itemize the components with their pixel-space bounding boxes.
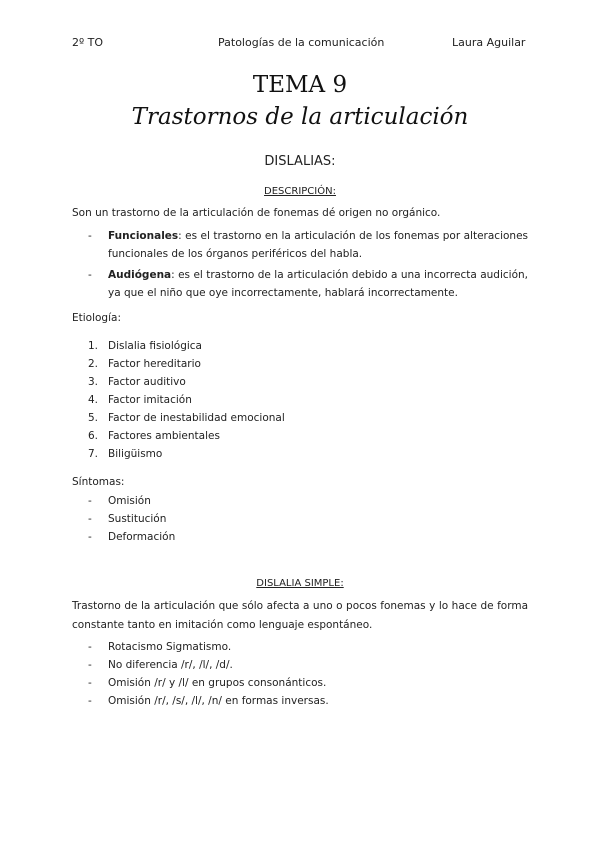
list-item <box>88 445 528 463</box>
term-funcionales: Funcionales <box>108 230 179 242</box>
dash-marker: - <box>88 269 92 281</box>
list-number: 1. <box>88 340 99 352</box>
list-item <box>88 373 528 391</box>
list-item-text: Omisión <box>108 495 151 507</box>
label-sintomas: Síntomas: <box>72 476 125 488</box>
list-number: 3. <box>88 376 99 388</box>
list-item-text: Rotacismo Sigmatismo. <box>108 641 232 653</box>
list-number: 4. <box>88 394 99 406</box>
list-item-text: Sustitución <box>108 513 167 525</box>
list-item <box>88 337 528 355</box>
list-item-text: Factores ambientales <box>108 430 220 442</box>
list-item-text: Factor de inestabilidad emocional <box>108 412 285 424</box>
header-author: Laura Aguilar <box>452 36 526 49</box>
list-item <box>88 528 528 546</box>
list-item-text: Factor hereditario <box>108 358 201 370</box>
dash-marker: - <box>88 695 92 707</box>
list-number: 7. <box>88 448 99 460</box>
list-item <box>88 227 528 263</box>
list-item-text: Biligüismo <box>108 448 163 460</box>
list-item <box>88 638 528 656</box>
list-item <box>88 427 528 445</box>
label-etiologia: Etiología: <box>72 312 121 324</box>
list-item <box>88 355 528 373</box>
header-course: 2º TO <box>72 36 104 49</box>
list-item-text: Omisión /r/, /s/, /l/, /n/ en formas inversas. <box>108 695 329 707</box>
list-number: 6. <box>88 430 99 442</box>
list-item-text: Omisión /r/ y /l/ en grupos consonánticos. <box>108 677 327 689</box>
dash-marker: - <box>88 659 92 671</box>
list-number: 5. <box>88 412 99 424</box>
page-subtitle: Trastornos de la articulación <box>131 104 469 130</box>
section-heading-dislalias: DISLALIAS: <box>264 154 336 169</box>
list-item <box>88 492 528 510</box>
definition-funcionales: : es el trastorno en la articulación de los fonemas por alteraciones funcionales de los órganos periféricos del habla. <box>108 230 528 260</box>
list-item-text: No diferencia /r/, /l/, /d/. <box>108 659 233 671</box>
header-subject: Patologías de la comunicación <box>218 36 385 49</box>
dash-marker: - <box>88 513 92 525</box>
descripcion-intro: Son un trastorno de la articulación de fonemas dé origen no orgánico. <box>72 207 441 219</box>
page-header <box>0 36 600 52</box>
subheading-descripcion: DESCRIPCIÓN: <box>264 186 336 197</box>
list-item <box>88 674 528 692</box>
list-item-text: Factor auditivo <box>108 376 186 388</box>
list-item <box>88 409 528 427</box>
list-item-text: Dislalia fisiológica <box>108 340 202 352</box>
list-item <box>88 656 528 674</box>
term-audiogena: Audiógena <box>108 269 172 281</box>
dash-marker: - <box>88 495 92 507</box>
dash-marker: - <box>88 230 92 242</box>
subheading-dislalia-simple: DISLALIA SIMPLE: <box>256 578 344 589</box>
list-item <box>88 266 528 302</box>
dash-marker: - <box>88 641 92 653</box>
definition-audiogena: : es el trastorno de la articulación debido a una incorrecta audición, ya que el niño que oye incorrectamente, hablará incorrectamente. <box>108 269 528 299</box>
dash-marker: - <box>88 677 92 689</box>
list-item-text: Factor imitación <box>108 394 192 406</box>
list-item <box>88 391 528 409</box>
dislalia-simple-intro: Trastorno de la articulación que sólo afecta a uno o pocos fonemas y lo hace de forma constante tanto en imitación como lenguaje espontáneo. <box>72 600 528 631</box>
list-number: 2. <box>88 358 99 370</box>
list-item-text: Deformación <box>108 531 176 543</box>
list-item <box>88 510 528 528</box>
page-title: TEMA 9 <box>252 72 348 98</box>
list-item <box>88 692 528 710</box>
dash-marker: - <box>88 531 92 543</box>
